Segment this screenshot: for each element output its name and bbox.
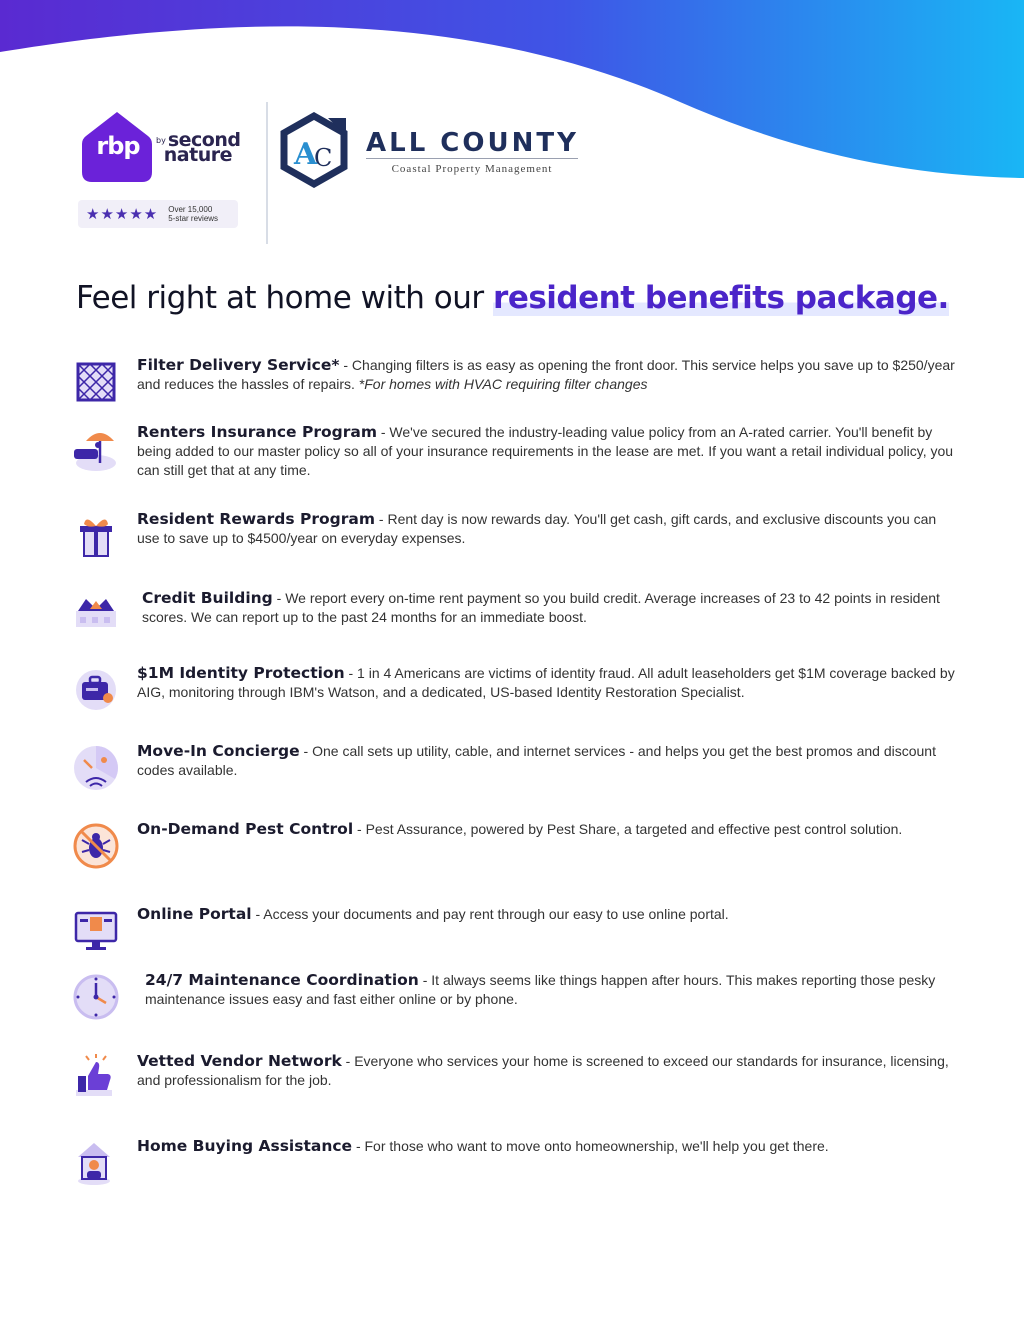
all-county-tagline: Coastal Property Management <box>366 158 578 175</box>
benefit-description: - Pest Assurance, powered by Pest Share, a targeted and effective pest control solution. <box>353 821 903 837</box>
benefit-title: Online Portal <box>137 905 252 923</box>
rbp-logo <box>80 108 154 184</box>
page-title-prefix: Feel right at home with our <box>76 280 494 316</box>
benefit-title: Resident Rewards Program <box>137 510 376 528</box>
benefit-description: - For those who want to move onto homeownership, we'll help you get there. <box>352 1138 829 1154</box>
portal-icon <box>70 905 122 957</box>
star-rating-icon: ★★★★★ <box>86 206 159 223</box>
benefit-description: - 1 in 4 Americans are victims of identity fraud. All adult leaseholders get $1M coverage backed by AIG, monitoring through IBM's Watson, and a dedicated, US-based Identity Restoration Specialist. <box>137 665 955 700</box>
concierge-icon <box>70 742 122 794</box>
all-county-logo-icon <box>276 112 352 188</box>
benefit-description: - We report every on-time rent payment so you build credit. Average increases of 23 to 42 points in resident scores. We can report up to the past 24 months for an immediate boost. <box>142 590 940 625</box>
benefit-title: Credit Building <box>142 589 273 607</box>
benefit-title: $1M Identity Protection <box>137 664 345 682</box>
svg-text:C: C <box>314 144 333 172</box>
page-title-highlight: resident benefits package. <box>493 280 949 316</box>
page-title <box>76 280 976 316</box>
benefit-title: Filter Delivery Service* <box>137 356 340 374</box>
svg-text:A: A <box>294 137 318 172</box>
benefit-note: *For homes with HVAC requiring filter changes <box>358 376 648 392</box>
gift-icon <box>70 510 122 562</box>
reviews-badge <box>78 200 238 228</box>
benefit-description: - Everyone who services your home is screened to exceed our standards for insurance, licensing, and professionalism for the job. <box>137 1053 949 1088</box>
benefit-description: - Rent day is now rewards day. You'll get cash, gift cards, and exclusive discounts you can use to save up to $4500/year on everyday expenses. <box>137 511 937 546</box>
benefit-title: Vetted Vendor Network <box>137 1052 342 1070</box>
pest-icon <box>70 820 122 872</box>
benefit-title: Renters Insurance Program <box>137 423 377 441</box>
benefit-title: Home Buying Assistance <box>137 1137 353 1155</box>
benefit-title: Move-In Concierge <box>137 742 300 760</box>
umbrella-icon <box>70 423 122 475</box>
filter-icon <box>70 356 122 408</box>
logo-divider <box>266 102 268 244</box>
benefit-description: - One call sets up utility, cable, and internet services - and helps you get the best promos and discount codes available. <box>137 743 936 778</box>
thumbs-up-icon <box>70 1052 122 1104</box>
rbp-logo-text: rbp <box>96 132 140 160</box>
benefit-description: - Changing filters is as easy as opening the front door. This service helps you save up to $250/year and reduces the hassles of repairs. <box>137 357 955 392</box>
benefit-title: On-Demand Pest Control <box>137 820 354 838</box>
reviews-count: Over 15,000 <box>168 205 213 214</box>
all-county-name: ALL COUNTY <box>366 128 579 158</box>
second-nature-wordmark: $^{by}$ second nature <box>156 129 241 166</box>
header-logos <box>76 100 636 245</box>
reviews-caption: 5-star reviews <box>168 214 219 223</box>
identity-icon <box>70 664 122 716</box>
credit-icon <box>70 589 122 641</box>
benefit-description: - Access your documents and pay rent through our easy to use online portal. <box>251 906 729 922</box>
benefit-description: - It always seems like things happen after hours. This makes reporting those pesky maintenance issues easy and fast either online or by phone. <box>145 972 936 1007</box>
home-icon <box>70 1137 122 1189</box>
clock-icon <box>70 971 122 1023</box>
benefit-title: 24/7 Maintenance Coordination <box>145 971 419 989</box>
benefit-description: - We've secured the industry-leading value policy from an A-rated carrier. You'll benefit by being added to our master policy so all of your insurance requirements in the lease are met. If you want a retail individual policy, you can still get that at any time. <box>137 424 954 478</box>
